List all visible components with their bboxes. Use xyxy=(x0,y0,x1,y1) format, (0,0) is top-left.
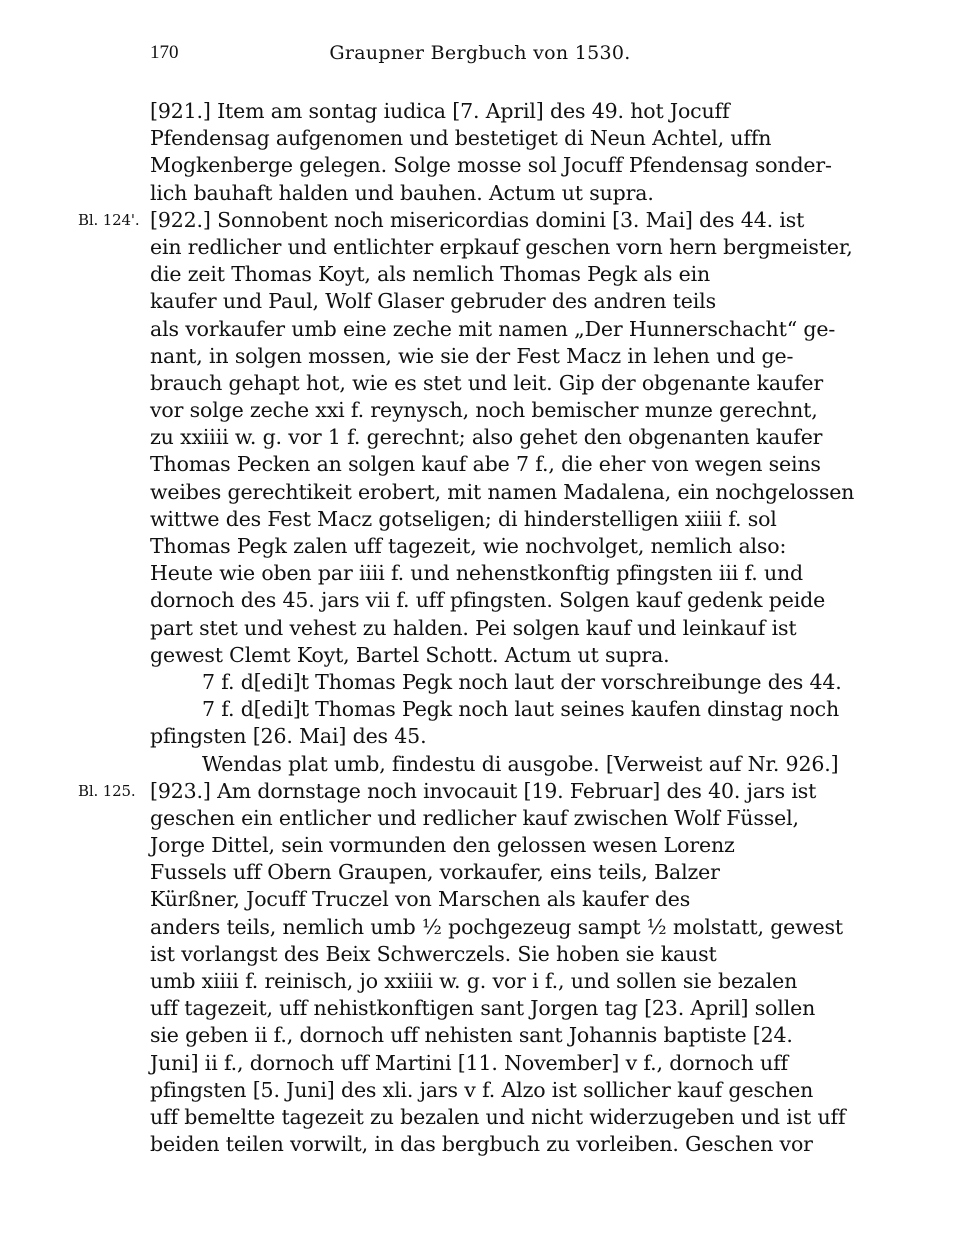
line-text: anders teils, nemlich umb ½ pochgezeug sampt ½ molstatt, gewest xyxy=(150,914,843,939)
text-line xyxy=(78,207,810,234)
text-line xyxy=(150,1131,813,1158)
text-line xyxy=(150,832,810,859)
line-text: [922.] Sonnobent noch misericordias domini [3. Mai] des 44. ist xyxy=(150,207,805,232)
line-text: dornoch des 45. jars vii f. uff pfingsten. Solgen kauf gedenk peide xyxy=(150,588,826,613)
text-line xyxy=(150,696,840,723)
line-text: [921.] Item am sontag iudica [7. April] des 49. hot Jocuff xyxy=(150,99,730,123)
text-line xyxy=(150,859,810,886)
line-text: part stet und vehest zu halden. Pei solgen kauf und leinkauf ist xyxy=(150,615,797,640)
text-line xyxy=(150,886,810,913)
margin-note: Bl. 124'. xyxy=(78,210,140,229)
line-text: gewest Clemt Koyt, Bartel Schott. Actum ut supra. xyxy=(150,642,670,667)
text-line xyxy=(150,615,810,642)
text-line xyxy=(150,1104,846,1131)
text-line xyxy=(150,723,810,750)
text-line xyxy=(150,968,810,995)
line-text: beiden teilen vorwilt, in das bergbuch zu vorleiben. Geschen vor xyxy=(150,1132,813,1157)
line-text: umb xiiii f. reinisch, jo xxiiii w. g. vor i f., und sollen sie bezalen xyxy=(150,969,798,993)
line-text: die zeit Thomas Koyt, als nemlich Thomas Pegk als ein xyxy=(150,262,711,287)
text-line xyxy=(150,234,853,261)
line-text: als vorkaufer umb eine zeche mit namen „Der Hunnerschacht“ ge- xyxy=(150,316,836,341)
text-line xyxy=(150,560,810,587)
text-line xyxy=(150,98,810,125)
line-text: geschen ein entlicher und redlicher kauf zwischen Wolf Füssel, xyxy=(150,805,799,830)
line-text: 7 f. d[edi]t Thomas Pegk noch laut der vorschreibunge des 44. xyxy=(202,669,842,694)
text-line xyxy=(150,343,810,370)
page-header xyxy=(150,42,810,72)
text-line xyxy=(150,533,810,560)
line-text: Mogkenberge gelegen. Solge mosse sol Jocuff Pfendensag sonder- xyxy=(150,153,832,178)
text-line xyxy=(150,1022,810,1049)
text-line xyxy=(150,805,810,832)
line-text: Jorge Dittel, sein vormunden den gelossen wesen Lorenz xyxy=(150,833,735,858)
margin-note: Bl. 125. xyxy=(78,781,136,800)
text-line xyxy=(150,424,823,451)
page-number: 170 xyxy=(150,42,179,63)
line-text: Wendas plat umb, findestu di ausgobe. [Verweist auf Nr. 926.] xyxy=(202,751,839,776)
text-line xyxy=(150,479,855,506)
line-text: weibes gerechtikeit erobert, mit namen Madalena, ein nochgelossen xyxy=(150,479,855,504)
text-line xyxy=(150,587,826,614)
text-line xyxy=(150,180,810,207)
text-line xyxy=(150,288,810,315)
text-line xyxy=(150,316,836,343)
text-line xyxy=(150,506,810,533)
text-line xyxy=(150,397,818,424)
line-text: uff tagezeit, uff nehistkonftigen sant Jorgen tag [23. April] sollen xyxy=(150,996,816,1021)
line-text: Pfendensag aufgenomen und bestetiget di Neun Achtel, uffn xyxy=(150,126,772,151)
line-text: Fussels uff Obern Graupen, vorkaufer, eins teils, Balzer xyxy=(150,860,720,885)
line-text: uff bemeltte tagezeit zu bezalen und nicht widerzugeben und ist uff xyxy=(150,1104,846,1129)
line-text: kaufer und Paul, Wolf Glaser gebruder des andren teils xyxy=(150,289,716,314)
text-line xyxy=(150,669,842,696)
line-text: ist vorlangst des Beix Schwerczels. Sie hoben sie kaust xyxy=(150,941,717,966)
line-text: pfingsten [26. Mai] des 45. xyxy=(150,724,427,749)
text-line xyxy=(150,370,824,397)
line-text: 7 f. d[edi]t Thomas Pegk noch laut seines kaufen dinstag noch xyxy=(202,697,840,722)
line-text: zu xxiiii w. g. vor 1 f. gerechnt; also gehet den obgenanten kaufer xyxy=(150,425,823,450)
line-text: nant, in solgen mossen, wie sie der Fest Macz in lehen und ge- xyxy=(150,343,794,368)
text-line xyxy=(78,778,817,805)
line-text: Heute wie oben par iiii f. und nehenstkonftig pfingsten iii f. und xyxy=(150,561,804,586)
line-text: Thomas Pecken an solgen kauf abe 7 f., die eher von wegen seins xyxy=(150,452,821,477)
text-line xyxy=(150,995,816,1022)
text-line xyxy=(150,152,832,179)
text-line xyxy=(150,751,839,778)
text-line xyxy=(150,451,821,478)
line-text: Kürßner, Jocuff Truczel von Marschen als kaufer des xyxy=(150,887,691,912)
line-text: [923.] Am dornstage noch invocauit [19. Februar] des 40. jars ist xyxy=(150,778,817,803)
text-line xyxy=(150,125,810,152)
line-text: Juni] ii f., dornoch uff Martini [11. November] v f., dornoch uff xyxy=(150,1050,788,1075)
line-text: lich bauhaft halden und bauhen. Actum ut supra. xyxy=(150,180,654,205)
text-line xyxy=(150,941,810,968)
text-line xyxy=(150,261,810,288)
line-text: sie geben ii f., dornoch uff nehisten sant Johannis baptiste [24. xyxy=(150,1023,793,1048)
line-text: ein redlicher und entlichter erpkauf geschen vorn hern bergmeister, xyxy=(150,234,853,259)
text-line xyxy=(150,1050,810,1077)
text-line xyxy=(150,642,810,669)
running-title: Graupner Bergbuch von 1530. xyxy=(329,42,631,64)
line-text: vor solge zeche xxi f. reynysch, noch bemischer munze gerechnt, xyxy=(150,398,818,423)
line-text: wittwe des Fest Macz gotseligen; di hinderstelligen xiiii f. sol xyxy=(150,506,777,531)
text-body xyxy=(78,98,855,1158)
text-line xyxy=(150,914,843,941)
line-text: brauch gehapt hot, wie es stet und leit. Gip der obgenante kaufer xyxy=(150,370,824,395)
line-text: Thomas Pegk zalen uff tagezeit, wie nochvolget, nemlich also: xyxy=(150,534,787,558)
text-line xyxy=(150,1077,814,1104)
line-text: pfingsten [5. Juni] des xli. jars v f. Alzo ist sollicher kauf geschen xyxy=(150,1077,814,1102)
